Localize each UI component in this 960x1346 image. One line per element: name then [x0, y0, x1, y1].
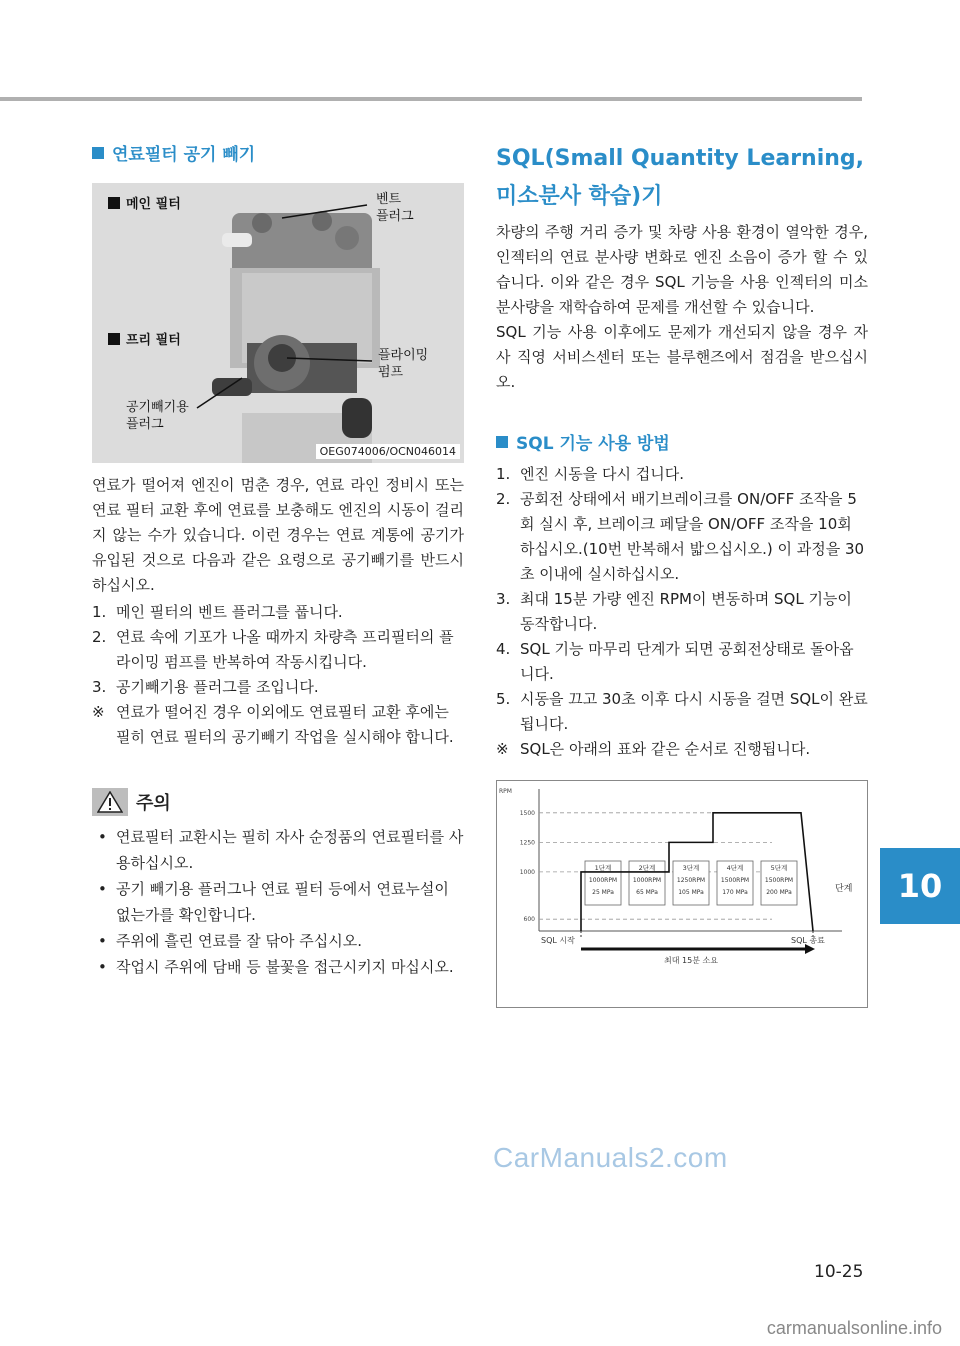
caution-text: 주위에 흘린 연료를 잘 닦아 주십시오. [116, 932, 362, 950]
stage-pressure: 105 MPa [678, 889, 704, 896]
list-item [496, 637, 868, 687]
square-bullet-icon [92, 147, 104, 159]
vent-plug-line1: 벤트 [376, 192, 402, 207]
caution-text: 공기 빼기용 플러그나 연료 필터 등에서 연료누설이 없는가를 확인합니다. [116, 880, 449, 924]
duration-label: 최대 15분 소요 [664, 956, 718, 965]
air-bleed-note [92, 700, 464, 750]
sql-steps [496, 462, 868, 737]
warning-triangle-icon [92, 788, 128, 816]
list-item [92, 600, 464, 625]
stage-pressure: 65 MPa [636, 889, 658, 896]
step-text: 공회전 상태에서 배기브레이크를 ON/OFF 조작을 5회 실시 후, 브레이크 페달을 ON/OFF 조작을 10회 하십시오.(10번 반복해서 밟으십시오.) 이 과정을 30초 이내에 실시하십시오. [520, 490, 865, 583]
section-heading-text: SQL 기능 사용 방법 [516, 434, 670, 454]
main-filter-label [108, 193, 181, 212]
section-heading-sql-usage [496, 429, 868, 454]
list-item [92, 876, 464, 928]
y-tick-label: 1500 [519, 809, 535, 817]
list-item [92, 954, 464, 980]
stage-rpm: 1000RPM [632, 877, 662, 884]
list-item [92, 625, 464, 675]
bullet-icon: • [98, 932, 107, 950]
priming-pump-callout [378, 347, 428, 381]
black-square-icon [108, 333, 120, 345]
air-bleed-plug-callout [126, 399, 189, 433]
note-text: 연료가 떨어진 경우 이외에도 연료필터 교환 후에는 필히 연료 필터의 공기빼기 작업을 실시해야 합니다. [116, 703, 454, 746]
pre-filter-text: 프리 필터 [126, 333, 181, 348]
step-number: 4. [496, 640, 511, 658]
x-axis-label: 단계 [835, 884, 853, 894]
list-item [496, 462, 868, 487]
sql-intro-2: SQL 기능 사용 이후에도 문제가 개선되지 않을 경우 자사 직영 서비스센터 또는 블루핸즈에서 점검을 받으십시오. [496, 323, 868, 391]
step-text: 공기빼기용 플러그를 조입니다. [116, 678, 319, 696]
stage-pressure: 25 MPa [592, 889, 614, 896]
caution-header [92, 788, 464, 816]
stage-pressure: 170 MPa [722, 889, 748, 896]
end-label: SQL 종료 [791, 936, 825, 945]
stage-rpm: 1000RPM [588, 877, 618, 884]
step-number: 1. [496, 465, 511, 483]
sql-title-line1: SQL(Small Quantity Learning, [496, 146, 865, 171]
stage-rpm: 1500RPM [764, 877, 794, 884]
caution-text: 연료필터 교환시는 필히 자사 순정품의 연료필터를 사용하십시오. [116, 828, 464, 872]
pre-filter-label [108, 329, 181, 348]
stage-name: 1단계 [594, 864, 612, 872]
step-number: 5. [496, 690, 511, 708]
sql-intro: 차량의 주행 거리 증가 및 차량 사용 환경이 열악한 경우, 인젝터의 연료 분사량 변화로 엔진 소음이 증가 할 수 있습니다. 이와 같은 경우 SQL 기능을 사용 인젝터의 미소 분사량을 재학습하여 문제를 개선할 수 있습니다. [496, 223, 868, 316]
y-tick-label: 1250 [519, 839, 535, 847]
vent-plug-line2: 플러그 [376, 209, 414, 224]
fuel-filter-photo [92, 183, 464, 463]
air-bleed-plug-line1: 공기빼기용 [126, 400, 189, 415]
y-tick-label: 1000 [519, 868, 535, 876]
stage-name: 2단계 [638, 864, 656, 872]
section-heading-text: 연료필터 공기 빼기 [112, 145, 256, 165]
note-mark: ※ [496, 740, 509, 758]
caution-title: 주의 [136, 793, 171, 814]
list-item [92, 928, 464, 954]
vent-plug-callout [376, 191, 414, 225]
air-bleed-steps [92, 600, 464, 700]
stage-pressure: 200 MPa [766, 889, 792, 896]
step-text: 엔진 시동을 다시 겁니다. [520, 465, 684, 483]
sql-note [496, 737, 868, 762]
list-item [496, 587, 868, 637]
watermark: CarManuals2.com [493, 1142, 728, 1173]
stage-name: 5단계 [770, 864, 788, 872]
caution-list [92, 824, 464, 980]
note-text: SQL은 아래의 표와 같은 순서로 진행됩니다. [520, 740, 811, 758]
step-number: 3. [92, 678, 107, 696]
priming-pump-line2: 펌프 [378, 365, 404, 380]
list-item [92, 824, 464, 876]
footer-site: carmanualsonline.info [766, 1318, 942, 1338]
step-number: 3. [496, 590, 511, 608]
left-column [92, 140, 464, 980]
bullet-icon: • [98, 828, 107, 846]
stage-rpm: 1500RPM [720, 877, 750, 884]
priming-pump-line1: 플라이밍 [378, 348, 429, 363]
step-number: 2. [496, 490, 511, 508]
main-filter-text: 메인 필터 [126, 197, 181, 212]
step-number: 2. [92, 628, 107, 646]
sql-chart-svg [497, 781, 867, 1007]
step-text: SQL 기능 마무리 단계가 되면 공회전상태로 돌아옵니다. [520, 640, 854, 683]
list-item [496, 487, 868, 587]
y-tick-label: 600 [523, 916, 535, 924]
right-column [496, 140, 868, 1008]
duration-arrow-head [805, 944, 815, 954]
sql-title-line2: 미소분사 학습)기 [496, 184, 663, 209]
black-square-icon [108, 197, 120, 209]
square-bullet-icon [496, 436, 508, 448]
caution-text: 작업시 주위에 담배 등 불꽃을 접근시키지 마십시오. [116, 958, 454, 976]
step-number: 1. [92, 603, 107, 621]
step-text: 시동을 끄고 30초 이후 다시 시동을 걸면 SQL이 완료됩니다. [520, 690, 868, 733]
step-text: 메인 필터의 벤트 플러그를 풉니다. [116, 603, 343, 621]
note-mark: ※ [92, 703, 105, 721]
air-bleed-intro: 연료가 떨어져 엔진이 멈춘 경우, 연료 라인 정비시 또는 연료 필터 교환 후에 연료를 보충해도 엔진의 시동이 걸리지 않는 수가 있습니다. 이런 경우는 연료 계통에 공기가 유입된 것으로 다음과 같은 요령으로 공기빼기를 반드시 하십시오. [92, 476, 464, 594]
stage-rpm: 1250RPM [676, 877, 706, 884]
sql-chart [496, 780, 868, 1008]
chapter-tab[interactable]: 10 [880, 848, 960, 924]
step-text: 연료 속에 기포가 나올 때까지 차량측 프리필터의 플라이밍 펌프를 반복하여 작동시킵니다. [116, 628, 454, 671]
image-code: OEG074006/OCN046014 [316, 444, 460, 459]
y-axis-label: RPM [499, 788, 512, 795]
bullet-icon: • [98, 958, 107, 976]
step-text: 최대 15분 가량 엔진 RPM이 변동하며 SQL 기능이 동작합니다. [520, 590, 852, 633]
sql-title [496, 140, 868, 216]
section-heading-air-bleed [92, 140, 464, 165]
start-label: SQL 시작 [541, 936, 575, 945]
stage-name: 4단계 [726, 864, 744, 872]
air-bleed-plug-line2: 플러그 [126, 417, 164, 432]
list-item [496, 687, 868, 737]
page-number: 10-25 [814, 1262, 864, 1282]
stage-name: 3단계 [682, 864, 700, 872]
top-rule [0, 97, 862, 101]
list-item [92, 675, 464, 700]
bullet-icon: • [98, 880, 107, 898]
